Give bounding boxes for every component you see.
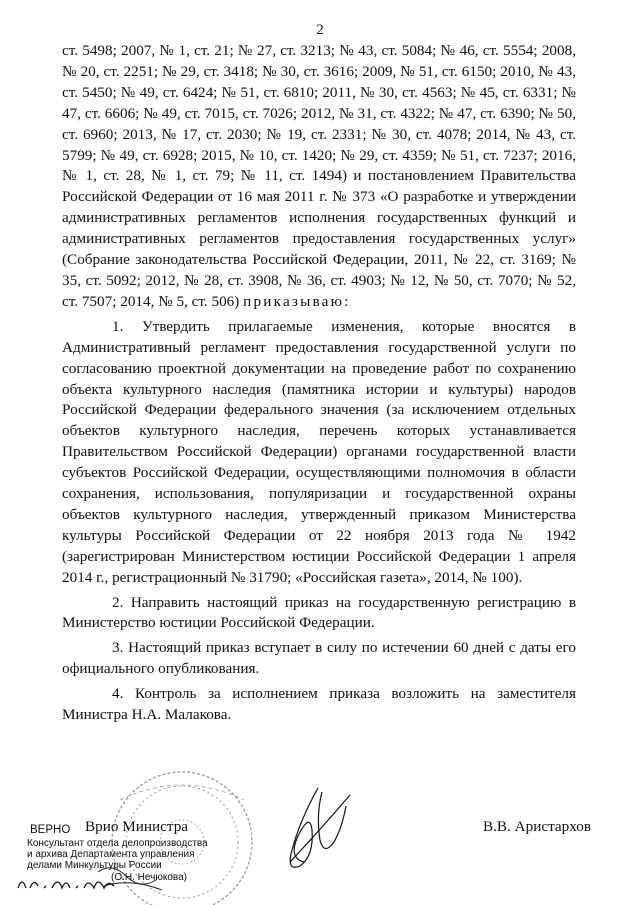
- paragraph-item-2: 2. Направить настоящий приказ на государственную регистрацию в Министерство юстиции Российской Федерации.: [62, 593, 576, 632]
- order-word: приказываю:: [243, 292, 351, 310]
- stamp-line: Консультант отдела делопроизводства: [27, 838, 208, 849]
- certified-copy-mark: ВЕРНО: [30, 824, 71, 836]
- stamp-line: (О.Н. Нечюкова): [111, 871, 187, 883]
- handwritten-date: [14, 872, 124, 894]
- signatory-name: В.В. Аристархов: [483, 818, 592, 835]
- paragraph-item-4: 4. Контроль за исполнением приказа возложить на заместителя Министра Н.А. Малакова.: [62, 685, 576, 724]
- handwritten-signature: [290, 788, 350, 867]
- paragraph-item-3: 3. Настоящий приказ вступает в силу по истечении 60 дней с даты его официального опубликования.: [62, 639, 576, 678]
- page-number: 2: [316, 22, 324, 38]
- paragraph-item-1: 1. Утвердить прилагаемые изменения, которые вносятся в Административный регламент предоставления государственной услуги по согласованию проектной документации на проведение работ по сохранению объекта культурного наследия (памятника истории и культуры) народов Российской Федерации федерального значения (за исключением отдельных объектов культурного наследия, перечень которых устанавливается Правительством Российской Федерации) органами государственной власти субъектов Российской Федерации, осуществляющими полномочия в области сохранения, использования, популяризации и государственной охраны объектов культурного наследия, утвержденный приказом Министерства культуры Российской Федерации от 22 ноября 2013 года № 1942 (зарегистрирован Министерством юстиции Российской Федерации 1 апреля 2014 г., регистрационный № 31790; «Российская газета», 2014, № 100).: [62, 317, 576, 586]
- stamp-line: делами Минкультуры России: [27, 860, 162, 872]
- signatory-title: Врио Министра: [85, 818, 189, 835]
- preamble-text: ст. 5498; 2007, № 1, ст. 21; № 27, ст. 3213; № 43, ст. 5084; № 46, ст. 5554; 2008, № 20, ст. 2251; № 29, ст. 3418; № 30, ст. 3616; 2009, № 51, ст. 6150; 2010, № 43, ст. 5450; № 49, ст. 6424; № 51, ст. 6810; 2011, № 30, ст. 4563; № 45, ст. 6331; № 47, ст. 6606; № 49, ст. 7015, ст. 7026; 2012, № 31, ст. 4322; № 47, ст. 6390; № 50, ст. 6960; 2013, № 17, ст. 2030; № 19, ст. 2331; № 30, ст. 4078; 2014, № 43, ст. 5799; № 49, ст. 6928; 2015, № 10, ст. 1420; № 29, ст. 4359; № 51, ст. 7237; 2016, № 1, ст. 28, № 1, ст. 79; № 11, ст. 1494) и постановлением Правительства Российской Федерации от 16 мая 2011 г. № 373 «О разработке и утверждении административных регламентов исполнения государственных функций и административных регламентов предоставления государственных услуг» (Собрание законодательства Российской Федерации, 2011, № 22, ст. 3169; № 35, ст. 5092; 2012, № 28, ст. 3908, № 36, ст. 4903; № 12, № 50, ст. 7070; № 52, ст. 7507; 2014, № 5, ст. 506): [62, 42, 576, 310]
- stamp-line: и архива Департамента управления: [27, 849, 195, 861]
